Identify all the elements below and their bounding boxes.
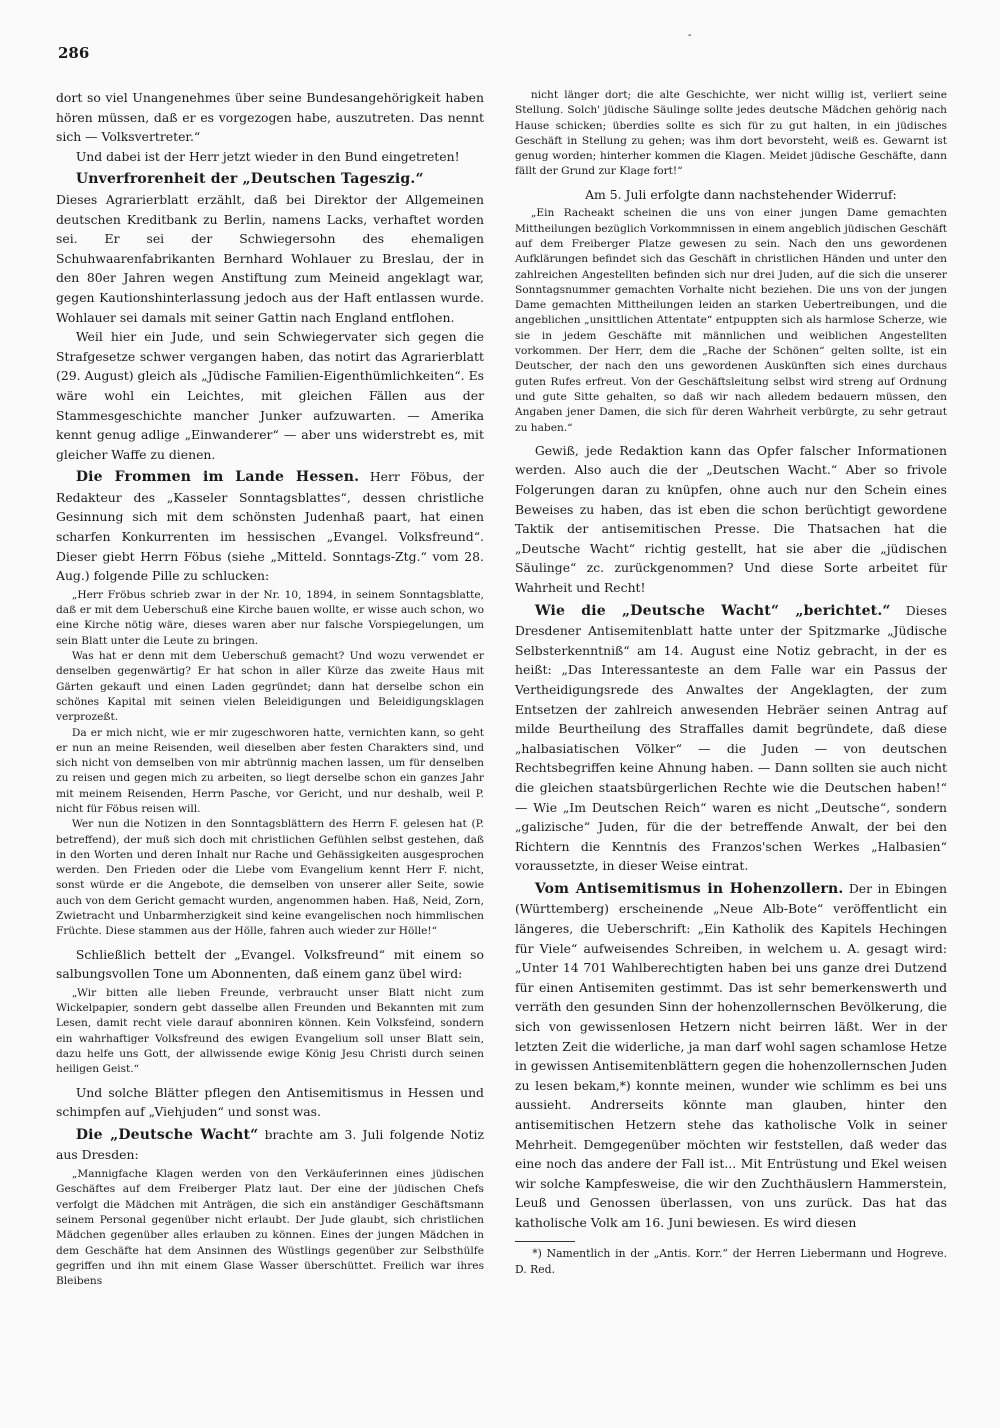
- quote-block: [56, 1167, 484, 1289]
- quote-paragraph: nicht länger dort; die alte Geschichte, wer nicht willig ist, verliert seine Stellung. Solch' jüdische Säulinge sollte jedes deutsche Mädchen gehörig nach Hause schicken; überdies sollte es sich für zu gut halten, in ein jüdisches Geschäft in Stellung zu gehen; was ihm dort bevorsteht, weiß es. Gewarnt ist genug worden; hinterher kommen die Klagen. Meidet jüdische Geschäfte, dann fällt der Grund zur Klage fort!“: [515, 89, 947, 178]
- section-text: Herr Föbus, der Redakteur des „Kasseler Sonntagsblattes“, dessen christliche Gesinnung sich mit dem schönsten Judenhaß paart, hat einen scharfen Konkurrenten im hessischen „Evangel. Volksfreund“. Dieser giebt Herrn Föbus (siehe „Mitteld. Sonntags-Ztg.“ vom 28. Aug.) folgende Pille zu schlucken:: [56, 469, 484, 584]
- quote-paragraph: „Herr Fröbus schrieb zwar in der Nr. 10, 1894, in seinem Sonntagsblatte, daß er mit dem Ueberschuß eine Kirche bauen wollte, er wisse auch schon, wo eine Kirche nötig wäre, dieses waren aber nur falsche Vorspiegelungen, um sein Blatt unter die Leute zu bringen.: [56, 588, 484, 647]
- section-text: Dieses Dresdener Antisemitenblatt hatte unter der Spitzmarke „Jüdische Selbsterkenntniß“ am 14. August eine Notiz gebracht, in der es heißt: „Das Interessanteste an dem Falle war ein Passus der Vertheidigungsrede des Anwaltes der Angeklagten, der zum Entsetzen der zahlreich anwesenden Hebräer seinen Antrag auf milde Beurtheilung des Straffalles damit begründete, daß diese „halbasiatischen Völker“ — die Juden — von deutschen Rechtsbegriffen keine Ahnung haben. — Dann sollten sie auch nicht die gleichen staatsbürgerlichen Rechte wie die Deutschen haben!“ — Wie „Im Deutschen Reich“ waren es nicht „Deutsche“, sondern „galizische“ Juden, für die der betreffende Anwalt, der bei den Richtern die Kenntnis des Franzos'schen Werkes „Halbasien“ voraussetzte, in dieser Weise eintrat.: [515, 602, 947, 874]
- section-hohenzollern: [515, 879, 947, 1233]
- section-text: Der in Ebingen (Württemberg) erscheinende „Neue Alb-Bote“ veröffentlicht ein längeres, die Ueberschrift: „Ein Katholik des Kapitels Hechingen für Viele“ aufweisendes Schreiben, in welchem u. A. gesagt wird: „Unter 14 701 Wahlberechtigten haben bei uns ganze drei Dutzend für einen Antisemiten gestimmt. Das ist sehr bemerkenswerth und verräth den gesunden Sinn der hohenzollernschen Bevölkerung, die sich von gewissenlosen Hetzern nicht beirren läßt. Wer in der letzten Zeit die widerliche, ja man darf wohl sagen schamlose Hetze in gewissen Antisemitenblättern gegen die hohenzollernschen Juden zu lesen bekam,*) konnte meinen, wunder wie schlimm es bei uns aussieht. Andrerseits könnte man glauben, hinter den antisemitischen Hetzern stehe das katholische Volk in seiner Mehrheit. Demgegenüber möchten wir feststellen, daß weder das eine noch das andere der Fall ist... Mit Entrüstung und Ekel weisen wir solche Kampfesweise, die wir den Zuchthäuslern Hammerstein, Leuß und Genossen überlassen, von uns zurück. Das hat das katholische Volk am 16. Juni bewiesen. Es wird diesen: [515, 880, 947, 1230]
- paragraph: Und dabei ist der Herr jetzt wieder in den Bund eingetreten!: [75, 148, 460, 164]
- quote-block: [515, 206, 947, 435]
- quote-block: [56, 986, 484, 1078]
- paragraph: dort so viel Unangenehmes über seine Bundesangehörigkeit haben hören müssen, daß er es vorgezogen habe, auszutreten. Das nennt sich — Volksvertreter.“: [56, 90, 484, 145]
- section-heading: Unverfrorenheit der „Deutschen Tageszig.“: [75, 171, 424, 188]
- right-column: [515, 88, 947, 1278]
- top-mark: -: [688, 30, 692, 41]
- paragraph: Weil hier ein Jude, und sein Schwiegervater sich gegen die Strafgesetze schwer vergangen haben, das notirt das Agrarierblatt (29. August) gleich als „Jüdische Familien-Eigenthümlichkeiten“. Es wäre wohl ein Leichtes, mit gleichen Fällen aus der Stammesgeschichte mancher Junker aufzuwarten. — Amerika kennt genug adlige „Einwanderer“ — aber uns widerstrebt es, mit gleicher Waffe zu dienen.: [56, 329, 484, 462]
- paragraph: Und solche Blätter pflegen den Antisemitismus in Hessen und schimpfen auf „Viehjuden“ und sonst was.: [56, 1084, 484, 1120]
- section-heading: Die „Deutsche Wacht“: [75, 1126, 259, 1143]
- quote-block: [515, 88, 947, 180]
- quote-paragraph: „Mannigfache Klagen werden von den Verkäuferinnen eines jüdischen Geschäftes auf dem Freiberger Platz laut. Der eine der jüdischen Chefs verfolgt die Mädchen mit Anträgen, die sich ein anständiger Geschäftsmann seinem Personal gegenüber nicht erlaubt. Der Jude glaubt, sich christlichen Mädchen gegenüber alles erlauben zu können. Eines der jungen Mädchen in dem Geschäfte hat dem Ansinnen des Wüstlings gegenüber zur Selbsthülfe gegriffen und ihn mit einem Glase Wasser überschüttet. Freilich war ihres Bleibens: [56, 1168, 484, 1288]
- quote-paragraph: Wer nun die Notizen in den Sonntagsblättern des Herrn F. gelesen hat (P. betreffend), der muß sich doch mit christlichen Gefühlen selbst gestehen, daß in den Worten und deren Inhalt nur Rache und Gehässigkeiten ausgesprochen werden. Den Frieden oder die Liebe vom Evangelium kennt Herr F. nicht, sonst würde er die Angebote, die demselben von unserer aller Seite, sowie auch von dem Gericht gemacht wurden, angenommen haben. Haß, Neid, Zorn, Zwietracht und Unbarmherzigkeit sind keine evangelischen noch himmlischen Früchte. Diese stammen aus der Hölle, fahren auch wieder zur Hölle!“: [56, 818, 484, 938]
- quote-paragraph: „Ein Racheakt scheinen die uns von einer jungen Dame gemachten Mittheilungen bezüglich Vorkommnissen in einem angeblich jüdischen Geschäft auf dem Freiberger Platze gewesen zu sein. Nach den uns gewordenen Aufklärungen befindet sich das Geschäft in christlichen Händen und unter den zahlreichen Angestellten befinden sich nur drei Juden, auf die sich die unserer Sonntagsnummer gemachten Vorhalte nicht beziehen. Die uns von der jungen Dame gemachten Mittheilungen leiden an starken Uebertreibungen, und die angeblichen „unsittlichen Attentate“ entpuppten sich als harmlose Scherze, wie sie in jedem Geschäfte mit männlichen und weiblichen Angestellten vorkommen. Der Herr, dem die „Rache der Schönen“ gelten sollte, ist ein Deutscher, der nach den uns gewordenen Auskünften sich eines durchaus guten Rufes erfreut. Von der Geschäftsleitung selbst wird streng auf Ordnung und gute Sitte gehalten, so daß wir nach alledem bedauern müssen, den Angaben jener Damen, die sich für deren Wahrheit verbürgte, zu sehr getraut zu haben.“: [515, 207, 947, 434]
- page-number: 286: [58, 44, 90, 62]
- footnote: *) Namentlich in der „Antis. Korr.“ der Herren Liebermann und Hogreve. D. Red.: [515, 1246, 947, 1276]
- section-frommen: [56, 467, 484, 586]
- paragraph: Gewiß, jede Redaktion kann das Opfer falscher Informationen werden. Also auch die der „Deutschen Wacht.“ Aber so frivole Folgerungen daran zu knüpfen, ohne auch nur den Schein eines Beweises zu haben, das ist eben die schon berüchtigt gewordene Taktik der antisemitischen Presse. Die Thatsachen hat die „Deutsche Wacht“ richtig gestellt, hat sie aber die „jüdischen Säulinge“ zc. zurückgenommen? Und diese Sorte arbeitet für Wahrheit und Recht!: [515, 442, 947, 595]
- section-heading: Die Frommen im Lande Hessen.: [75, 469, 360, 486]
- paragraph: Am 5. Juli erfolgte dann nachstehender Widerruf:: [585, 186, 897, 202]
- footnote-divider: [515, 1241, 575, 1242]
- paragraph: Dieses Agrarierblatt erzählt, daß bei Direktor der Allgemeinen deutschen Kreditbank zu Berlin, namens Lacks, verhaftet worden sei. Er sei der Schwiegersohn des ehemaligen Schuhwaarenfabrikanten Bernhard Wohlauer zu Breslau, der in den 80er Jahren wegen Anstiftung zum Meineid angeklagt war, gegen Kautionshinterlassung jedoch aus der Haft entlassen wurde. Wohlauer sei damals mit seiner Gattin nach England entflohen.: [56, 191, 484, 325]
- section-heading: Vom Antisemitismus in Hohenzollern.: [534, 880, 844, 897]
- quote-paragraph: Da er mich nicht, wie er mir zugeschworen hatte, vernichten kann, so geht er nun an meine Reisenden, weil dieselben aber festen Charakters sind, und sich nicht von demselben von mir abtrünnig machen lassen, um für denselben zu reisen und gegen mich zu arbeiten, so liegt derselbe schon ein ganzes Jahr mit meinem Reisenden, Herrn Pasche, vor Gericht, und nur deshalb, weil P. nicht für Föbus reisen will.: [56, 726, 484, 815]
- left-column: [56, 88, 484, 1294]
- section-heading: Wie die „Deutsche Wacht“ „berichtet.“: [534, 602, 891, 619]
- section-unverfrorenheit: [56, 169, 484, 190]
- quote-paragraph: „Wir bitten alle lieben Freunde, verbraucht unser Blatt nicht zum Wickelpapier, sondern gebt dasselbe allen Freunden und Bekannten mit zum Lesen, damit recht viele darauf abonniren können. Kein Volksfeind, sondern ein wahrhaftiger Volksfreund des ewigen Evangelium soll unser Blatt sein, dazu helfe uns Gott, der allwissende ewige König Jesu Christi durch seinen heiligen Geist.“: [56, 986, 484, 1076]
- paragraph: Schließlich bettelt der „Evangel. Volksfreund“ mit einem so salbungsvollen Tone um Abonnenten, daß einem ganz übel wird:: [56, 946, 484, 982]
- quote-block: [56, 588, 484, 940]
- section-text: brachte am 3. Juli folgende Notiz aus Dresden:: [56, 1126, 484, 1163]
- section-wie-die-wacht: [515, 601, 947, 876]
- quote-paragraph: Was hat er denn mit dem Ueberschuß gemacht? Und wozu verwendet er denselben gegenwärtig? Er hat schon in aller Kürze das zweite Haus mit Gärten gekauft und einen Laden gegründet; dann hat derselbe schon ein schönes Kapital mit seinen vielen Beleidigungen und Beleidigungsklagen verprozeßt.: [56, 650, 484, 724]
- section-deutsche-wacht: [56, 1125, 484, 1165]
